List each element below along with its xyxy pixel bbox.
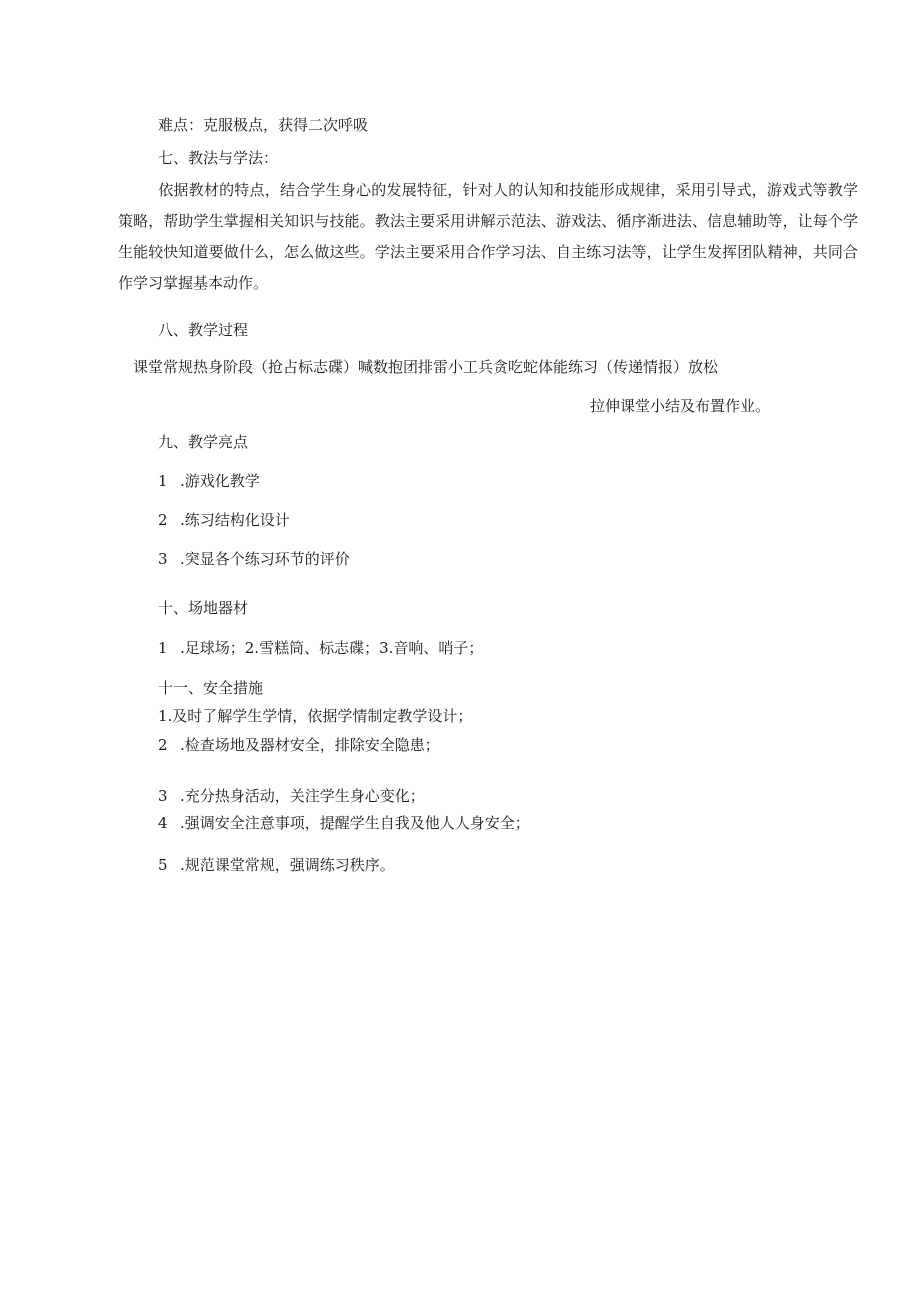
- item-text: .充分热身活动，关注学生身心变化；: [180, 787, 425, 805]
- section-10-heading: 十、场地器材: [158, 599, 249, 617]
- item-text: .游戏化教学: [180, 472, 260, 490]
- section-9-heading: 九、教学亮点: [158, 433, 249, 451]
- section-7-heading: 七、教法与学法：: [158, 149, 279, 167]
- list-item: [158, 855, 395, 875]
- section-11-heading: 十一、安全措施: [158, 679, 264, 697]
- list-item: [158, 638, 483, 658]
- list-item: [158, 786, 425, 806]
- item-text: .足球场；2.雪糕筒、标志碟；3.音响、哨子；: [180, 639, 484, 657]
- item-number: 3: [158, 550, 168, 568]
- item-text: .强调安全注意事项，提醒学生自我及他人人身安全；: [180, 814, 530, 832]
- list-item: [158, 510, 290, 530]
- section-8-line-1: 课堂常规热身阶段（抢占标志碟）喊数抱团排雷小工兵贪吃蛇体能练习（传递情报）放松: [133, 358, 719, 376]
- section-8-heading: 八、教学过程: [158, 321, 249, 339]
- section-8-line-2: 拉伸课堂小结及布置作业。: [590, 397, 771, 415]
- list-item: [158, 471, 260, 491]
- item-number: 1: [158, 639, 168, 657]
- list-item: 1.及时了解学生学情，依据学情制定教学设计；: [158, 707, 473, 725]
- item-number: 1: [158, 472, 168, 490]
- item-number: 5: [158, 856, 168, 874]
- section-7-paragraph: [118, 175, 858, 299]
- item-number: 2: [158, 736, 168, 754]
- item-text: .检查场地及器材安全，排除安全隐患；: [180, 736, 440, 754]
- list-item: [158, 813, 530, 833]
- difficulty-line: 难点：克服极点，获得二次呼吸: [158, 116, 369, 134]
- item-number: 2: [158, 511, 168, 529]
- list-item: [158, 735, 440, 755]
- item-text: .规范课堂常规，强调练习秩序。: [180, 856, 395, 874]
- item-text: .练习结构化设计: [180, 511, 290, 529]
- item-number: 4: [158, 814, 168, 832]
- item-number: 3: [158, 787, 168, 805]
- item-text: .突显各个练习环节的评价: [180, 550, 350, 568]
- section-7-text: 依据教材的特点，结合学生身心的发展特征，针对人的认知和技能形成规律，采用引导式，游戏式等教学策略，帮助学生掌握相关知识与技能。教法主要采用讲解示范法、游戏法、循序渐进法、信息辅助等，让每个学生能较快知道要做什么，怎么做这些。学法主要采用合作学习法、自主练习法等，让学生发挥团队精神，共同合作学习掌握基本动作。: [118, 181, 858, 292]
- list-item: [158, 549, 350, 569]
